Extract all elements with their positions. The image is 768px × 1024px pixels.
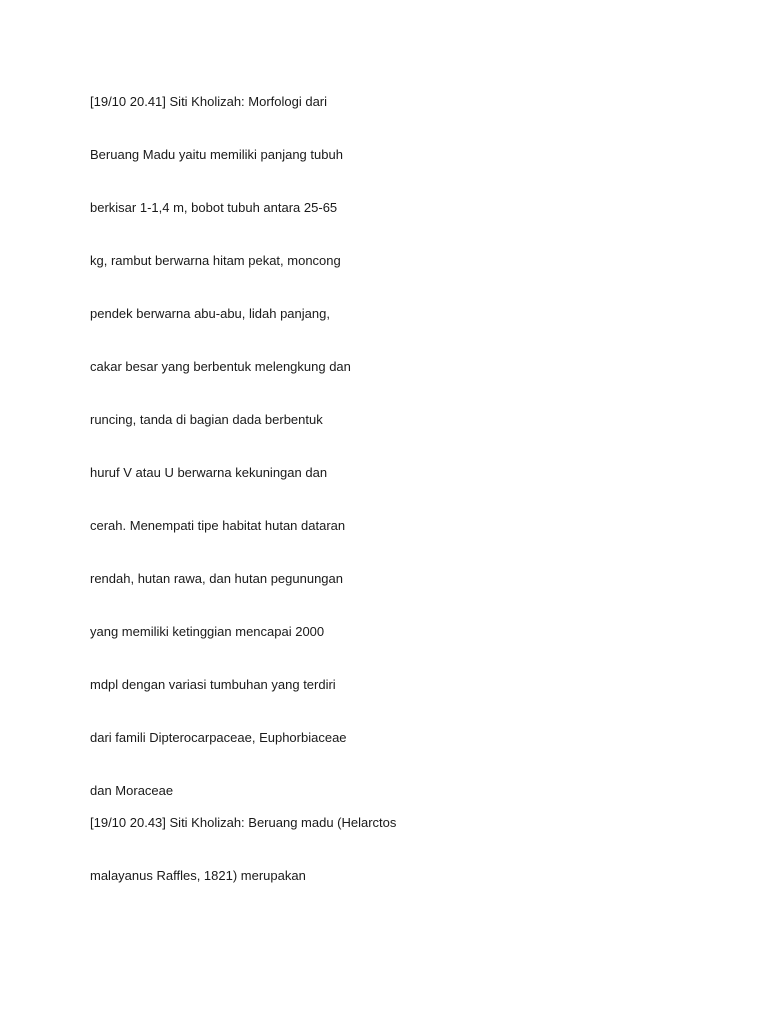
text-line: pendek berwarna abu-abu, lidah panjang, (90, 306, 330, 321)
text-line: yang memiliki ketinggian mencapai 2000 (90, 624, 325, 639)
text-line: berkisar 1-1,4 m, bobot tubuh antara 25-65 (90, 200, 338, 215)
text-line: dan Moraceae (90, 783, 174, 798)
text-line: runcing, tanda di bagian dada berbentuk (90, 412, 323, 427)
text-line: kg, rambut berwarna hitam pekat, moncong (90, 253, 341, 268)
text-line: cakar besar yang berbentuk melengkung dan (90, 359, 351, 374)
text-line: huruf V atau U berwarna kekuningan dan (90, 465, 328, 480)
text-line: cerah. Menempati tipe habitat hutan dataran (90, 518, 346, 533)
text-line: rendah, hutan rawa, dan hutan pegunungan (90, 571, 343, 586)
text-line: Beruang Madu yaitu memiliki panjang tubuh (90, 147, 343, 162)
text-line: dari famili Dipterocarpaceae, Euphorbiaceae (90, 730, 347, 745)
text-line: [19/10 20.43] Siti Kholizah: Beruang madu (Helarctos (90, 815, 397, 830)
text-line: [19/10 20.41] Siti Kholizah: Morfologi dari (90, 94, 328, 109)
text-line: malayanus Raffles, 1821) merupakan (90, 868, 306, 883)
text-line: mdpl dengan variasi tumbuhan yang terdiri (90, 677, 336, 692)
